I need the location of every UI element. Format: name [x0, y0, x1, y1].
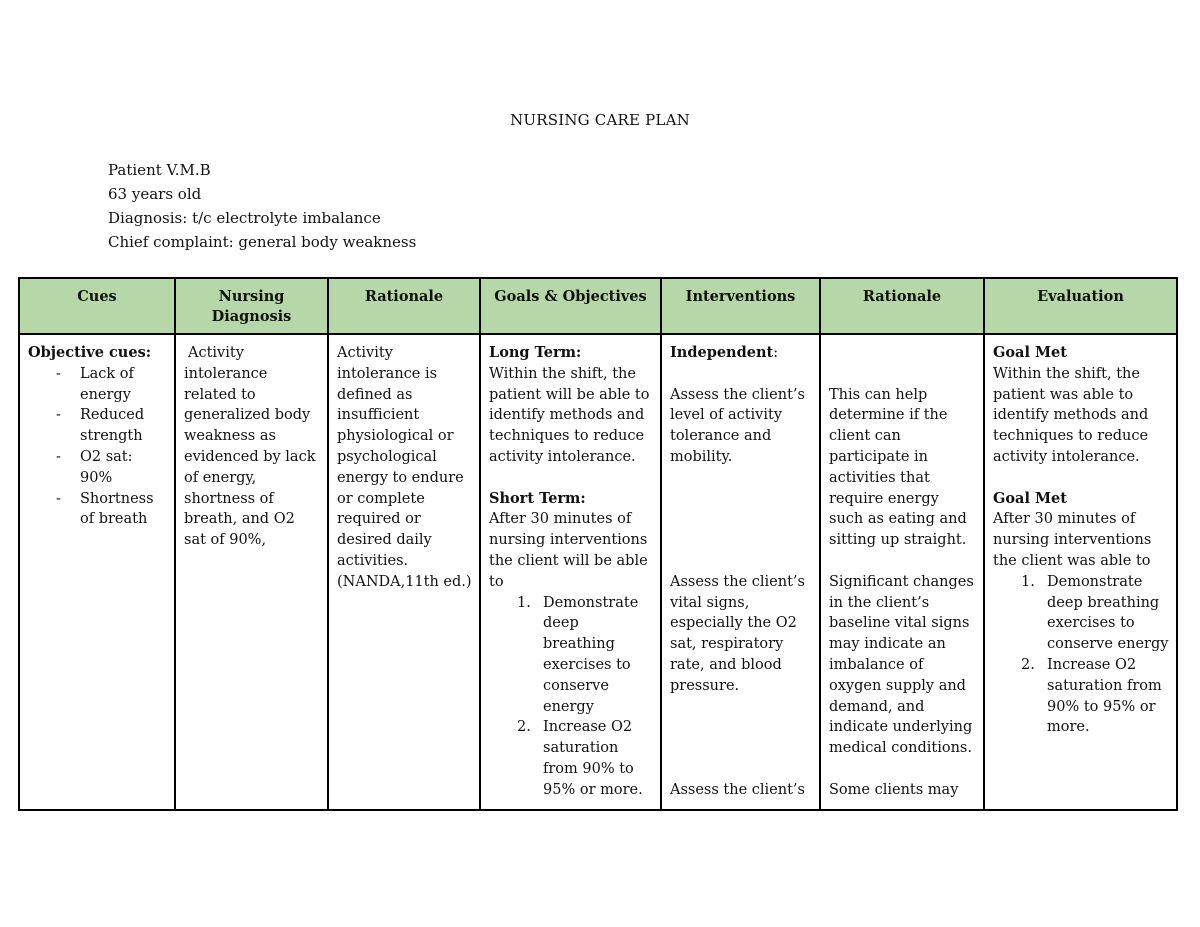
evaluation-text: After 30 minutes of nursing interventions the client was able to: [993, 511, 1152, 569]
rationale-item: Significant changes in the client’s baseline vital signs may indicate an imbalance of oxygen supply and demand, and indicate underlying medical conditions.: [829, 573, 974, 757]
patient-info: [108, 158, 416, 254]
intervention-item: Assess the client’s: [670, 781, 805, 798]
long-term-text: Within the shift, the patient will be able to identify methods and techniques to reduce activity intolerance.: [489, 365, 650, 465]
list-item: 1. Demonstrate deep breathing exercises to conserve energy: [1021, 573, 1169, 653]
header-cues: Cues: [19, 278, 175, 334]
nursing-diagnosis-cell: [175, 334, 328, 810]
header-goals-objectives: Goals & Objectives: [480, 278, 661, 334]
list-item: 2. Increase O2 saturation from 90% to 95% or more.: [1021, 656, 1162, 736]
table-header-row: [19, 278, 1177, 334]
patient-age: 63 years old: [108, 185, 202, 203]
cues-cell: [19, 334, 175, 810]
list-item: - Reduced strength: [28, 405, 168, 447]
list-item: - O2 sat: 90%: [28, 447, 168, 489]
evaluation-cell: [984, 334, 1177, 810]
rationale-item: This can help determine if the client can participate in activities that require energy such as eating and sitting up straight.: [829, 386, 967, 549]
rationale-2-cell: [820, 334, 984, 810]
header-nursing-diagnosis: Nursing Diagnosis: [175, 278, 328, 334]
patient-name: Patient V.M.B: [108, 161, 211, 179]
intervention-item: Assess the client’s vital signs, especially the O2 sat, respiratory rate, and blood pressure.: [670, 573, 805, 694]
interventions-cell: [661, 334, 820, 810]
cues-heading: Objective cues:: [28, 344, 152, 361]
nursing-diagnosis-text: Activity intolerance related to generalized body weakness as evidenced by lack of energy, shortness of breath, and O2 sat of 90%,: [184, 345, 316, 549]
short-term-text: After 30 minutes of nursing interventions the client will be able to: [489, 511, 648, 590]
rationale-item: Some clients may: [829, 781, 959, 798]
list-item: - Shortness of breath: [28, 489, 168, 531]
header-rationale: Rationale: [328, 278, 480, 334]
independent-heading: Independent:: [670, 344, 779, 361]
rationale-text: Activity intolerance is defined as insufficient physiological or psychological energy to endure or complete required or desired daily activities. (NANDA,11th ed.): [337, 345, 472, 590]
short-term-goals-list: [489, 593, 654, 801]
care-plan-table: [18, 277, 1178, 811]
goal-met-label: Goal Met: [993, 489, 1067, 507]
patient-chief-complaint: Chief complaint: general body weakness: [108, 233, 417, 251]
header-interventions: Interventions: [661, 278, 820, 334]
header-evaluation: Evaluation: [984, 278, 1177, 334]
goals-cell: [480, 334, 661, 810]
table-row: [19, 334, 1177, 810]
long-term-label: Long Term:: [489, 344, 582, 361]
goal-met-label: Goal Met: [993, 344, 1067, 361]
patient-diagnosis: Diagnosis: t/c electrolyte imbalance: [108, 209, 381, 227]
cues-list: [28, 364, 168, 530]
list-item: 2. Increase O2 saturation from 90% to 95% or more.: [517, 719, 643, 798]
list-item: - Lack of energy: [28, 364, 168, 406]
evaluation-text: Within the shift, the patient was able to identify methods and techniques to reduce activity intolerance.: [993, 365, 1149, 465]
evaluation-list: [993, 572, 1170, 738]
list-item: 1. Demonstrate deep breathing exercises to conserve energy: [517, 594, 639, 715]
rationale-cell: [328, 334, 480, 810]
page-title: NURSING CARE PLAN: [510, 111, 690, 129]
short-term-label: Short Term:: [489, 489, 586, 507]
header-rationale-2: Rationale: [820, 278, 984, 334]
intervention-item: Assess the client’s level of activity tolerance and mobility.: [670, 386, 805, 465]
